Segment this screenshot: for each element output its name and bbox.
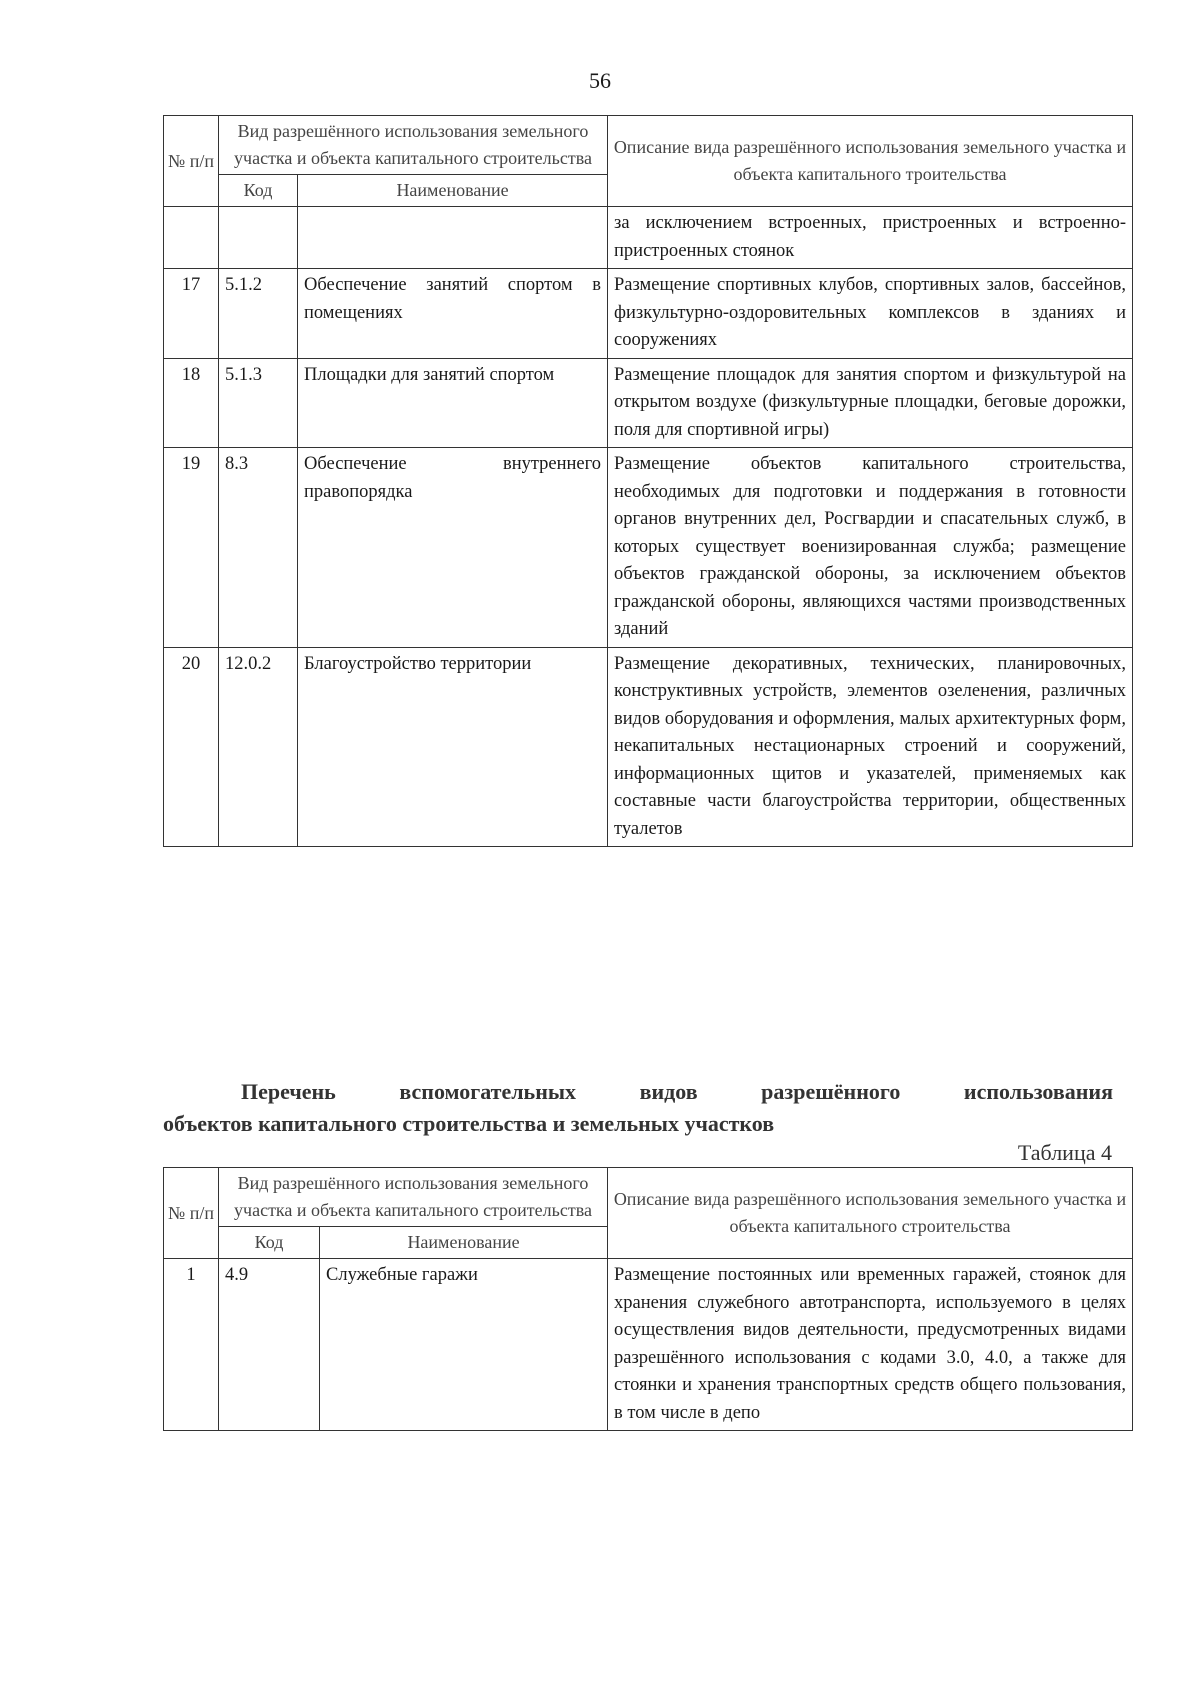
row-code: 5.1.2 xyxy=(219,269,298,359)
row-number: 17 xyxy=(164,269,219,359)
row-name: Благоустройство территории xyxy=(298,647,608,847)
row-description: Размещение площадок для занятия спортом и физкультурой на открытом воздухе (физкультурные площадки, беговые дорожки, поля для спортивной игры) xyxy=(608,358,1133,448)
row-name: Обеспечение занятий спортом в помещениях xyxy=(298,269,608,359)
header-name: Наименование xyxy=(298,175,608,207)
row-description: Размещение постоянных или временных гаражей, стоянок для хранения служебного автотранспорта, используемого в целях осуществления видов деятельности, предусмотренных видами разрешённого использования с кодами 3.0, 4.0, а также для стоянки и хранения транспортных средств общего пользования, в том числе в депо xyxy=(608,1259,1133,1431)
row-name: Обеспечение внутреннего правопорядка xyxy=(298,448,608,648)
table-row xyxy=(164,207,1133,269)
table-row xyxy=(164,269,1133,359)
header-num: № п/п xyxy=(164,1168,219,1259)
header-desc: Описание вида разрешённого использования земельного участка и объекта капитального троительства xyxy=(608,116,1133,207)
row-name xyxy=(298,207,608,269)
row-code: 12.0.2 xyxy=(219,647,298,847)
row-code: 4.9 xyxy=(219,1259,320,1431)
table-caption: Таблица 4 xyxy=(1017,1140,1112,1165)
table-row xyxy=(164,647,1133,847)
auxiliary-use-table xyxy=(163,1167,1133,1431)
row-description: Размещение спортивных клубов, спортивных залов, бассейнов, физкультурно-оздоровительных комплексов в зданиях и сооружениях xyxy=(608,269,1133,359)
table-row xyxy=(164,448,1133,648)
row-code: 5.1.3 xyxy=(219,358,298,448)
row-number: 20 xyxy=(164,647,219,847)
section-heading xyxy=(163,1076,1113,1140)
row-number: 1 xyxy=(164,1259,219,1431)
header-num: № п/п xyxy=(164,116,219,207)
row-description: Размещение декоративных, технических, планировочных, конструктивных устройств, элементов озеленения, различных видов оборудования и оформления, малых архитектурных форм, некапитальных нестационарных строений и сооружений, информационных щитов и указателей, применяемых как составные части благоустройства территории, общественных туалетов xyxy=(608,647,1133,847)
row-number: 18 xyxy=(164,358,219,448)
permitted-use-table-continued xyxy=(163,115,1133,847)
header-group: Вид разрешённого использования земельного участка и объекта капитального строительства xyxy=(219,1168,608,1227)
row-code xyxy=(219,207,298,269)
row-number xyxy=(164,207,219,269)
section-heading-line1: Перечень вспомогательных видов разрешённого использования xyxy=(241,1079,1113,1104)
row-number: 19 xyxy=(164,448,219,648)
header-name: Наименование xyxy=(320,1227,608,1259)
row-name: Служебные гаражи xyxy=(320,1259,608,1431)
header-desc: Описание вида разрешённого использования земельного участка и объекта капитального строительства xyxy=(608,1168,1133,1259)
header-code: Код xyxy=(219,175,298,207)
page-number: 56 xyxy=(589,68,611,93)
table-row xyxy=(164,358,1133,448)
row-code: 8.3 xyxy=(219,448,298,648)
header-code: Код xyxy=(219,1227,320,1259)
table-row xyxy=(164,1259,1133,1431)
row-description: за исключением встроенных, пристроенных и встроенно-пристроенных стоянок xyxy=(608,207,1133,269)
row-name: Площадки для занятий спортом xyxy=(298,358,608,448)
row-description: Размещение объектов капитального строительства, необходимых для подготовки и поддержания в готовности органов внутренних дел, Росгвардии и спасательных служб, в которых существует военизированная служба; размещение объектов гражданской обороны, за исключением объектов гражданской обороны, являющихся частями производственных зданий xyxy=(608,448,1133,648)
section-heading-line2: объектов капитального строительства и земельных участков xyxy=(163,1111,775,1136)
header-group: Вид разрешённого использования земельного участка и объекта капитального строительства xyxy=(219,116,608,175)
